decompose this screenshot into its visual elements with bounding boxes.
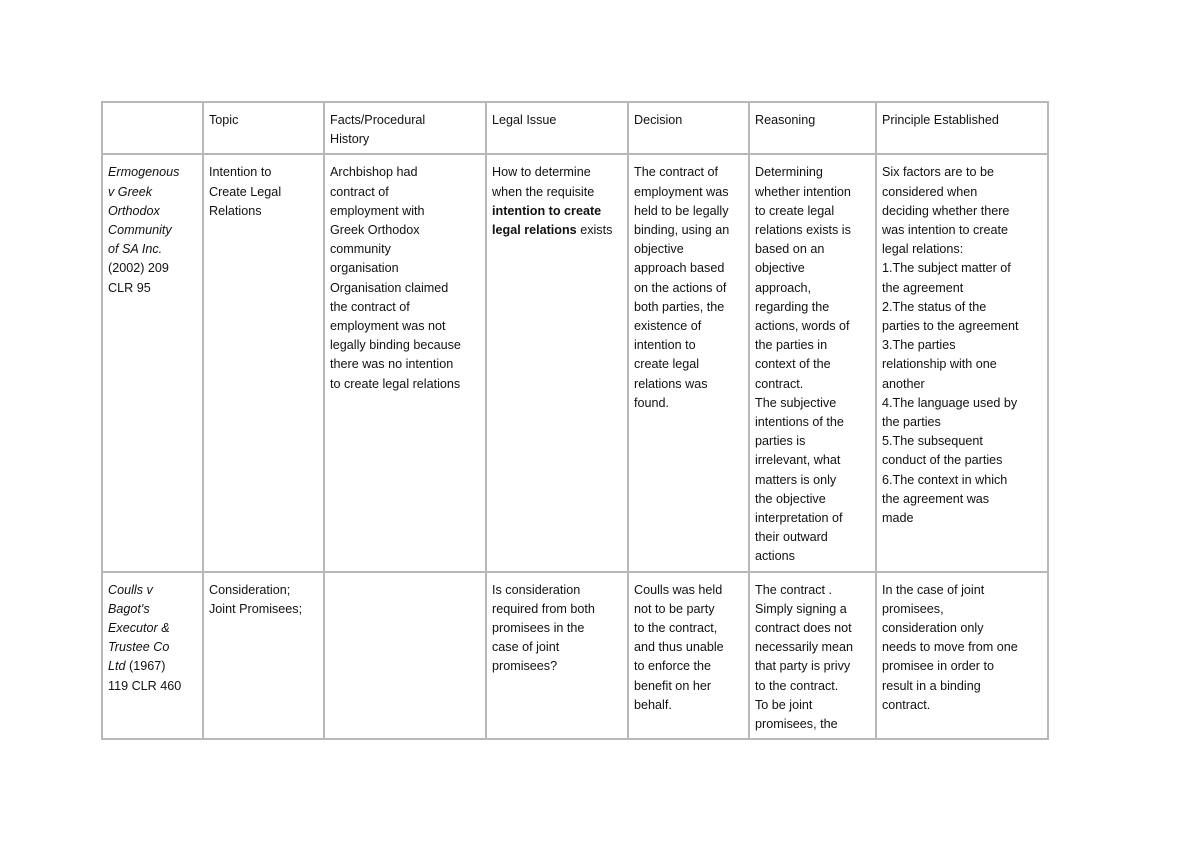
table-row <box>103 155 1047 572</box>
issue-text: How to determine when the requisite <box>492 165 595 199</box>
principle-cell: Six factors are to be considered when deciding whether there was intention to create legal relations: 1.The subject matter of the agreement 2.The status of the parties to the agreement 3.The parties relationship with one another 4.The language used by the parties 5.The subsequent conduct of the parties 6.The context in which the agreement was made <box>877 155 1047 572</box>
issue-emphasis: intention to create legal relations <box>492 203 602 238</box>
table-header-row <box>103 103 1047 155</box>
header-cell-principle: Principle Established <box>877 103 1047 155</box>
legal-issue-cell: Is consideration required from both promisees in the case of joint promisees? <box>487 573 629 739</box>
decision-cell: Coulls was held not to be party to the contract, and thus unable to enforce the benefit on her behalf. <box>629 573 750 739</box>
reasoning-cell: Determining whether intention to create legal relations exists is based on an objective approach, regarding the actions, words of the parties in context of the contract. The subjective intentions of the parties is irrelevant, what matters is only the objective interpretation of their outward actions <box>750 155 877 572</box>
case-citation: (2002) 209 CLR 95 <box>108 261 169 295</box>
case-cell <box>103 155 204 572</box>
header-cell-legal-issue: Legal Issue <box>487 103 629 155</box>
case-name: Coulls v Bagot's Executor & Trustee Co Ltd <box>108 582 170 674</box>
header-cell-case <box>103 103 204 155</box>
facts-cell: Archbishop had contract of employment with Greek Orthodox community organisation Organisation claimed the contract of employment was not legally binding because there was no intention to create legal relations <box>325 155 487 572</box>
case-cell <box>103 573 204 739</box>
case-citation: (1967) 119 CLR 460 <box>108 659 182 693</box>
reasoning-cell: The contract . Simply signing a contract does not necessarily mean that party is privy to the contract. To be joint promisees, the <box>750 573 877 739</box>
header-cell-reasoning: Reasoning <box>750 103 877 155</box>
topic-cell: Intention to Create Legal Relations <box>204 155 325 572</box>
issue-text-end: exists <box>576 223 613 238</box>
principle-cell: In the case of joint promisees, consideration only needs to move from one promisee in order to result in a binding contract. <box>882 582 1018 712</box>
topic-cell: Consideration; Joint Promisees; <box>204 573 325 739</box>
table-row <box>103 573 1047 739</box>
case-summary-table <box>101 101 1049 740</box>
case-name: Ermogenous v Greek Orthodox Community of SA Inc. <box>108 165 180 257</box>
legal-issue-cell <box>487 155 629 572</box>
header-cell-decision: Decision <box>629 103 750 155</box>
header-cell-topic: Topic <box>204 103 325 155</box>
decision-cell: The contract of employment was held to be legally binding, using an objective approach based on the actions of both parties, the existence of intention to create legal relations was found. <box>629 155 750 572</box>
facts-cell <box>325 573 487 739</box>
header-cell-facts: Facts/Procedural History <box>325 103 487 155</box>
